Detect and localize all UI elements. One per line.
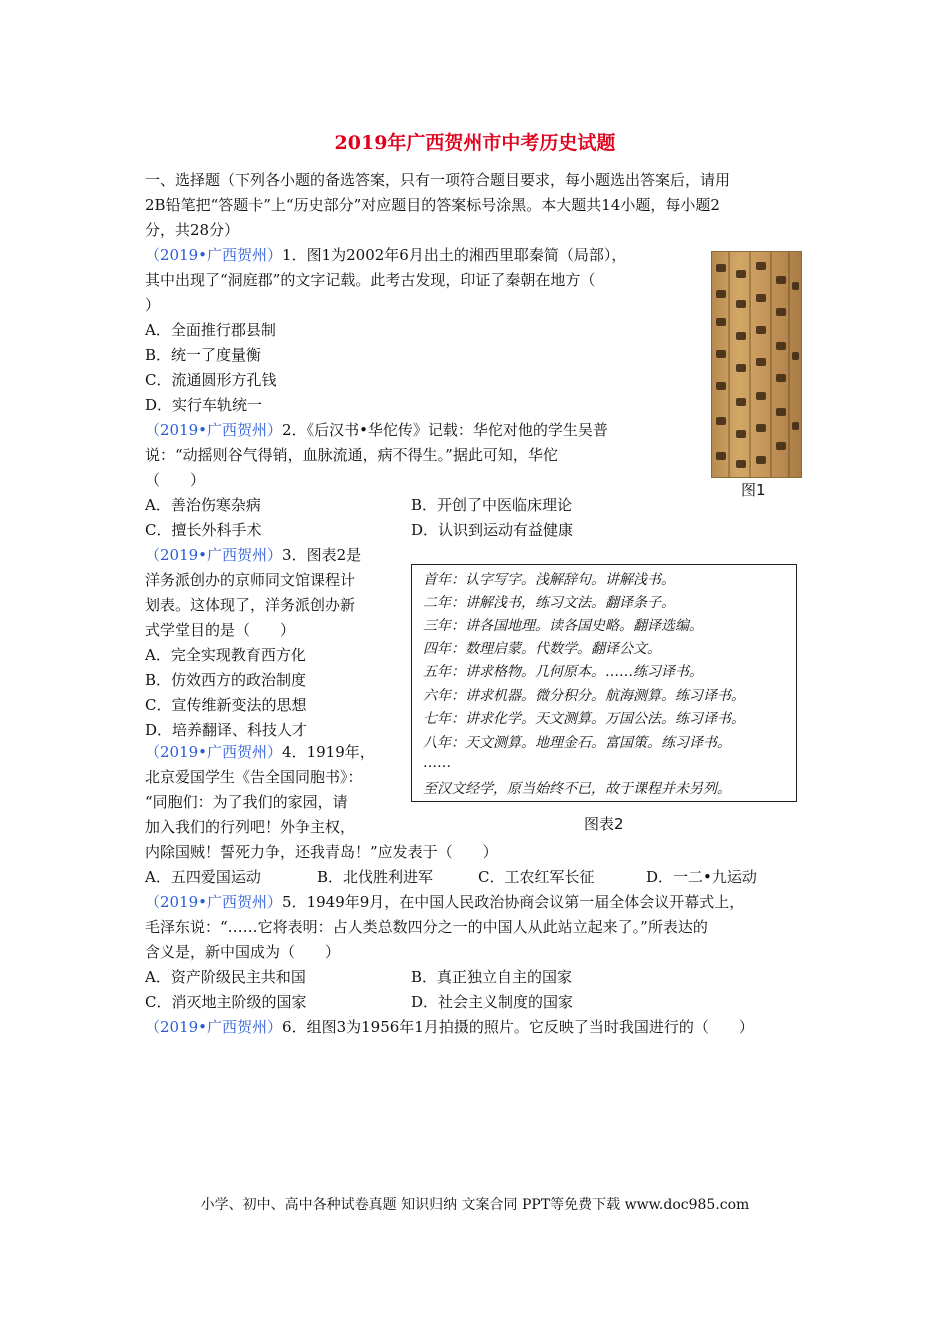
option-c: C．擅长外科手术 bbox=[145, 521, 262, 539]
question-4-line: “同胞们：为了我们的家园，请 bbox=[145, 793, 348, 811]
table-row: 二年：讲解浅书，练习文法。翻译条子。 bbox=[423, 595, 675, 611]
question-4-line: 内除国贼！誓死力争，还我青岛！”应发表于（ ） bbox=[145, 843, 498, 861]
source-tag: （2019•广西贺州） bbox=[145, 546, 283, 564]
question-3-line: 洋务派创办的京师同文馆课程计 bbox=[145, 571, 356, 589]
option-b: B．统一了度量衡 bbox=[145, 346, 262, 364]
option-d: D．一二•九运动 bbox=[646, 868, 757, 886]
option-d: D．实行车轨统一 bbox=[145, 396, 263, 414]
table-row: 八年：天文测算。地理金石。富国策。练习译书。 bbox=[423, 735, 731, 751]
question-1-line: 其中出现了“洞庭郡”的文字记载。此考古发现，印证了秦朝在地方（ bbox=[145, 271, 596, 289]
option-a: A．资产阶级民主共和国 bbox=[145, 968, 306, 986]
intro-line: 一、选择题（下列各小题的备选答案，只有一项符合题目要求，每小题选出答案后，请用 bbox=[145, 171, 731, 189]
table-2-caption: 图表2 bbox=[584, 815, 624, 833]
option-d: D．认识到运动有益健康 bbox=[411, 521, 574, 539]
table-row: …… bbox=[423, 755, 451, 771]
source-tag: （2019•广西贺州） bbox=[145, 421, 283, 439]
option-c: C．工农红军长征 bbox=[478, 868, 595, 886]
question-3-line: （2019•广西贺州）3．图表2是 bbox=[145, 546, 362, 564]
table-row: 至汉文经学，原当始终不已，故于课程并未另列。 bbox=[423, 781, 731, 797]
question-6-line: （2019•广西贺州）6．组图3为1956年1月拍摄的照片。它反映了当时我国进行的（ ） bbox=[145, 1018, 754, 1036]
question-3-line: 划表。这体现了，洋务派创办新 bbox=[145, 596, 356, 614]
question-2-line: 说：“动摇则谷气得销，血脉流通，病不得生。”据此可知，华佗 bbox=[145, 446, 558, 464]
intro-line: 2B铅笔把“答题卡”上“历史部分”对应题目的答案标号涂黑。本大题共14小题，每小题2 bbox=[145, 196, 720, 214]
question-4-line: 北京爱国学生《告全国同胞书》： bbox=[145, 768, 363, 786]
question-4-line: （2019•广西贺州）4．1919年， bbox=[145, 743, 375, 761]
option-d: D．社会主义制度的国家 bbox=[411, 993, 574, 1011]
curriculum-table bbox=[411, 564, 797, 802]
question-2-line: （ ） bbox=[145, 471, 206, 489]
option-c: C．宣传维新变法的思想 bbox=[145, 696, 307, 714]
figure-1-caption: 图1 bbox=[741, 481, 766, 499]
table-row: 六年：讲求机器。微分积分。航海测算。练习译书。 bbox=[423, 688, 745, 704]
question-3-line: 式学堂目的是（ ） bbox=[145, 621, 296, 639]
source-tag: （2019•广西贺州） bbox=[145, 743, 283, 761]
table-row: 七年：讲求化学。天文测算。万国公法。练习译书。 bbox=[423, 711, 745, 727]
footer-text: 小学、初中、高中各种试卷真题 知识归纳 文案合同 PPT等免费下载 www.doc985.com bbox=[200, 1197, 750, 1213]
option-c: C．消灭地主阶级的国家 bbox=[145, 993, 307, 1011]
option-a: A．完全实现教育西方化 bbox=[145, 646, 306, 664]
option-b: B．仿效西方的政治制度 bbox=[145, 671, 307, 689]
question-4-line: 加入我们的行列吧！外争主权， bbox=[145, 818, 356, 836]
question-2-line: （2019•广西贺州）2．《后汉书•华佗传》记载：华佗对他的学生吴普 bbox=[145, 421, 608, 439]
question-1-line: ） bbox=[145, 296, 161, 314]
question-5-line: 毛泽东说：“……它将表明：占人类总数四分之一的中国人从此站立起来了。”所表达的 bbox=[145, 918, 708, 936]
option-b: B．开创了中医临床理论 bbox=[411, 496, 573, 514]
source-tag: （2019•广西贺州） bbox=[145, 1018, 283, 1036]
option-d: D．培养翻译、科技人才 bbox=[145, 721, 308, 739]
option-b: B．真正独立自主的国家 bbox=[411, 968, 573, 986]
option-b: B．北伐胜利进军 bbox=[317, 868, 434, 886]
intro-line: 分，共28分） bbox=[145, 221, 240, 239]
table-row: 首年：认字写字。浅解辞句。讲解浅书。 bbox=[423, 572, 675, 588]
page-title: 2019年广西贺州市中考历史试题 bbox=[334, 132, 616, 154]
table-row: 三年：讲各国地理。读各国史略。翻译选编。 bbox=[423, 618, 703, 634]
figure-1-bamboo-slips-image bbox=[711, 251, 802, 478]
table-row: 五年：讲求格物。几何原本。……练习译书。 bbox=[423, 664, 703, 680]
question-5-line: 含义是，新中国成为（ ） bbox=[145, 943, 341, 961]
question-5-line: （2019•广西贺州）5．1949年9月，在中国人民政治协商会议第一届全体会议开幕式上， bbox=[145, 893, 745, 911]
option-a: A．善治伤寒杂病 bbox=[145, 496, 261, 514]
option-a: A．全面推行郡县制 bbox=[145, 321, 276, 339]
option-c: C．流通圆形方孔钱 bbox=[145, 371, 277, 389]
source-tag: （2019•广西贺州） bbox=[145, 246, 283, 264]
table-row: 四年：数理启蒙。代数学。翻译公文。 bbox=[423, 641, 661, 657]
source-tag: （2019•广西贺州） bbox=[145, 893, 283, 911]
question-1-line: （2019•广西贺州）1．图1为2002年6月出土的湘西里耶秦简（局部）， bbox=[145, 246, 627, 264]
option-a: A．五四爱国运动 bbox=[145, 868, 261, 886]
